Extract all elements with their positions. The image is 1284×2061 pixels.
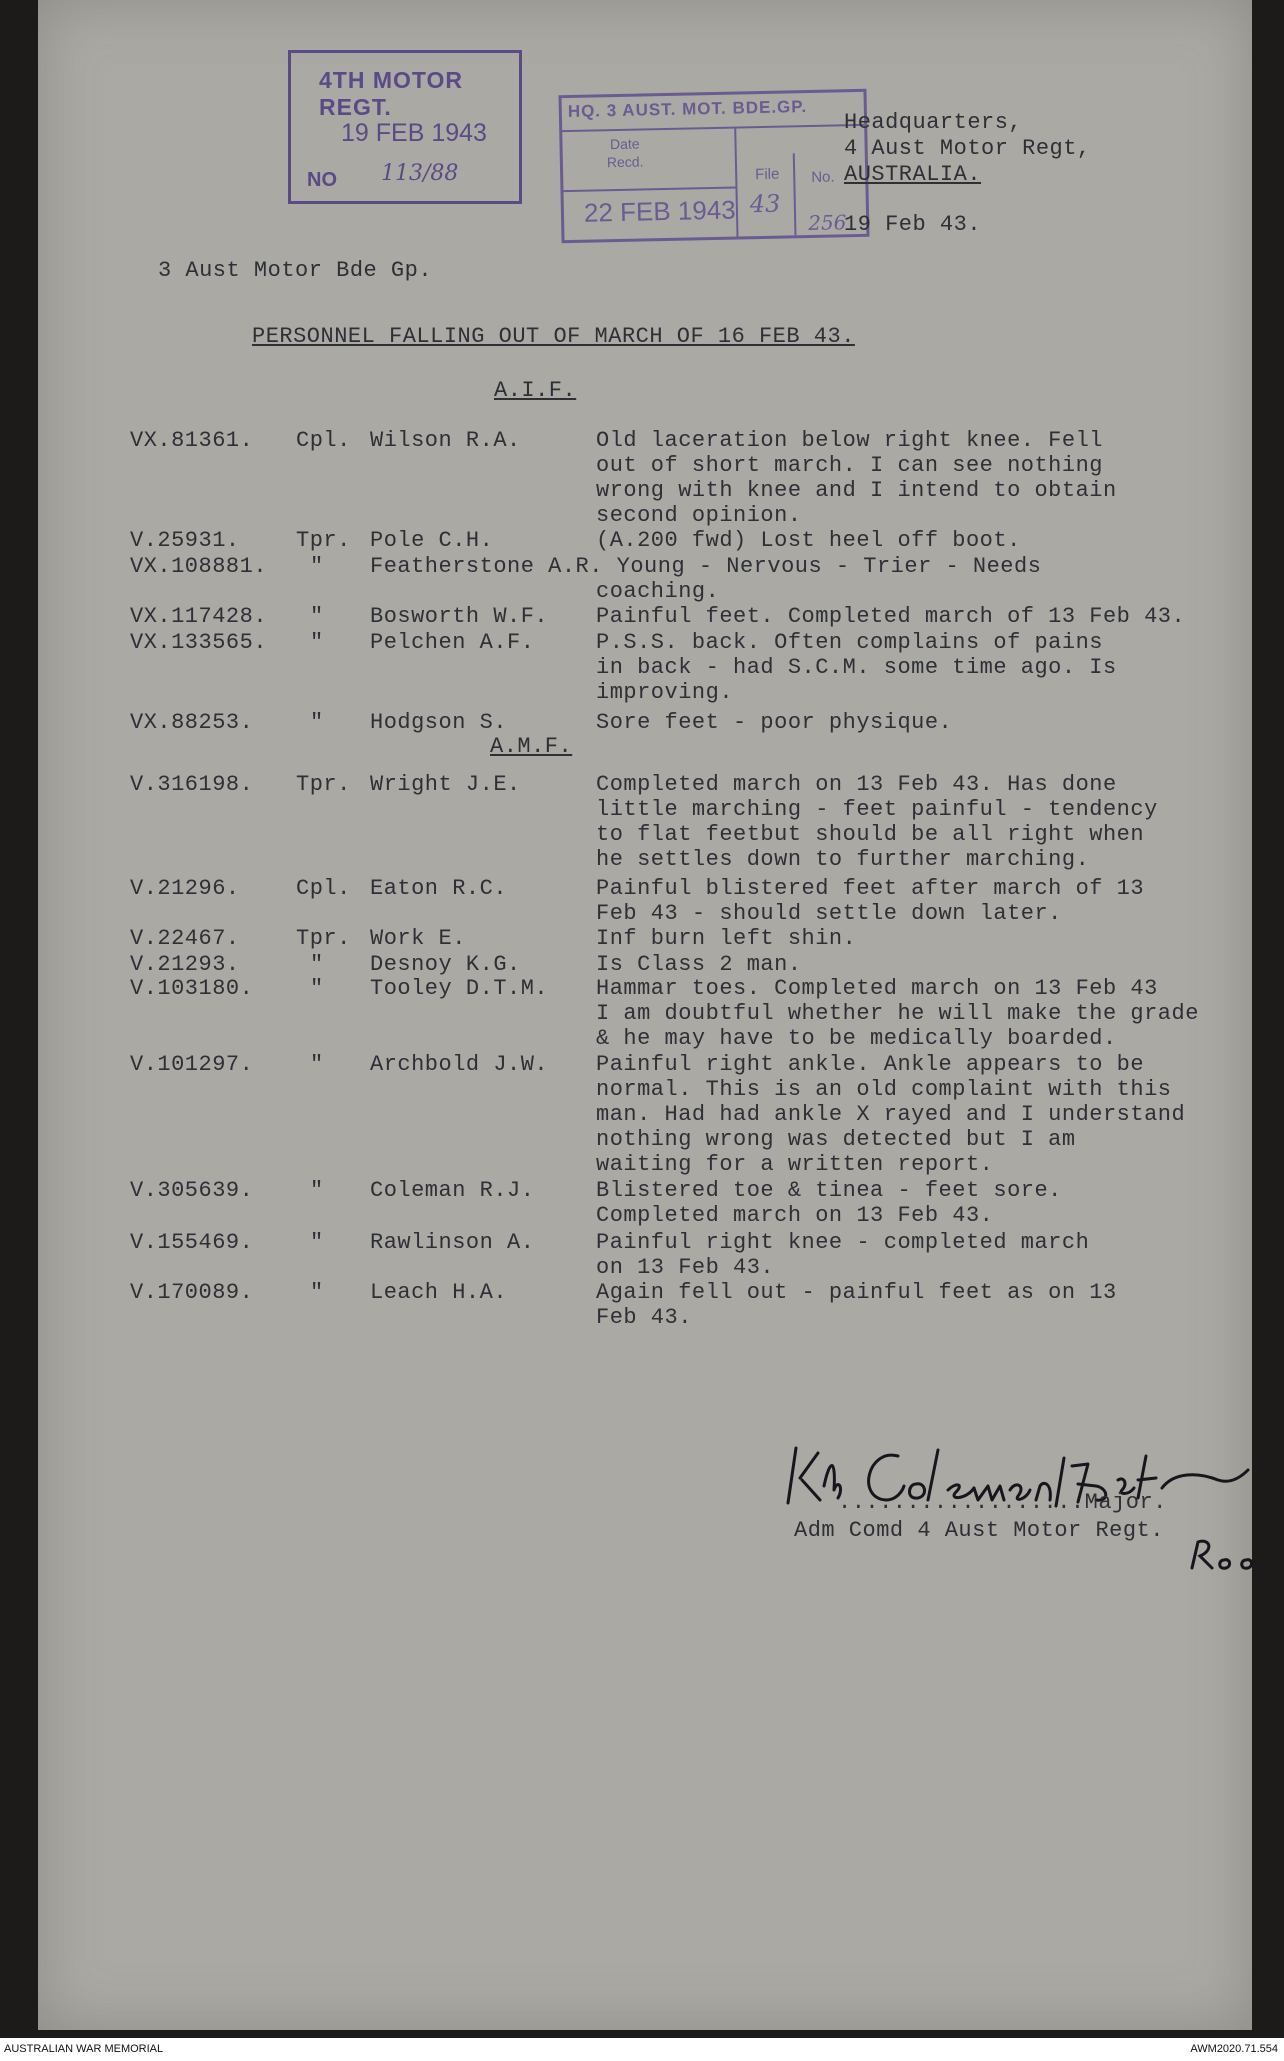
soldier-name: Eaton R.C.: [370, 876, 508, 901]
rank: Tpr.: [296, 528, 351, 553]
remark-line: Painful blistered feet after march of 13: [596, 876, 1145, 901]
hq-stamp-no-handwritten: 256: [807, 210, 847, 236]
remark-line: Painful right ankle. Ankle appears to be: [596, 1052, 1145, 1077]
section-heading-aif: A.I.F.: [494, 378, 577, 403]
soldier-name: Rawlinson A.: [370, 1230, 535, 1255]
service-number: V.316198.: [130, 772, 254, 797]
rank: ": [310, 604, 324, 629]
addressee: 3 Aust Motor Bde Gp.: [158, 258, 433, 283]
remark-line: he settles down to further marching.: [596, 847, 1090, 872]
service-number: V.21296.: [130, 876, 240, 901]
remark-line: out of short march. I can see nothing: [596, 453, 1103, 478]
service-number: VX.133565.: [130, 630, 268, 655]
document-page: [38, 0, 1252, 2030]
hq-stamp-date: 22 FEB 1943: [583, 194, 737, 228]
date-label: Date: [609, 135, 640, 153]
soldier-name: Work E.: [370, 926, 466, 951]
service-number: V.155469.: [130, 1230, 254, 1255]
remark-line: Hammar toes. Completed march on 13 Feb 43: [596, 976, 1158, 1001]
service-number: V.305639.: [130, 1178, 254, 1203]
rank: Tpr.: [296, 772, 351, 797]
soldier-name: Featherstone A.R. Young - Nervous - Trier - Needs: [370, 554, 1042, 579]
remark-line: little marching - feet painful - tendency: [596, 797, 1158, 822]
hq-received-stamp: [558, 89, 869, 243]
remark-line: man. Had had ankle X rayed and I understand: [596, 1102, 1186, 1127]
recd-label: Recd.: [606, 153, 644, 171]
remark-line: & he may have to be medically boarded.: [596, 1026, 1117, 1051]
service-number: V.170089.: [130, 1280, 254, 1305]
rank: ": [310, 710, 324, 735]
archive-footer: [0, 2038, 1284, 2061]
signature-appointment: Adm Comd 4 Aust Motor Regt.: [794, 1518, 1164, 1543]
remark-line: improving.: [596, 680, 734, 705]
rank: ": [310, 1052, 324, 1077]
service-number: V.101297.: [130, 1052, 254, 1077]
stamp-date: 19 FEB 1943: [341, 119, 487, 147]
rank: ": [310, 1230, 324, 1255]
service-number: VX.81361.: [130, 428, 254, 453]
stamp-divider: [563, 187, 735, 193]
rank: ": [310, 630, 324, 655]
soldier-name: Wilson R.A.: [370, 428, 521, 453]
soldier-name: Bosworth W.F.: [370, 604, 549, 629]
rank: Tpr.: [296, 926, 351, 951]
soldier-name: Coleman R.J.: [370, 1178, 535, 1203]
rank: ": [310, 976, 324, 1001]
remark-line: in back - had S.C.M. some time ago. Is: [596, 655, 1117, 680]
soldier-name: Tooley D.T.M.: [370, 976, 549, 1001]
stamp-no-handwritten: 113/88: [381, 161, 459, 186]
stamp-no-label: NO: [307, 169, 337, 191]
service-number: VX.88253.: [130, 710, 254, 735]
service-number: V.103180.: [130, 976, 254, 1001]
remark-line: on 13 Feb 43.: [596, 1255, 775, 1280]
service-number: V.21293.: [130, 952, 240, 977]
rank: Cpl.: [296, 876, 351, 901]
remark-line: waiting for a written report.: [596, 1152, 994, 1177]
remark-line: Old laceration below right knee. Fell: [596, 428, 1103, 453]
soldier-name: Hodgson S.: [370, 710, 508, 735]
remark-line: Painful feet. Completed march of 13 Feb 43.: [596, 604, 1186, 629]
rank: ": [310, 554, 324, 579]
letterhead-line-3: AUSTRALIA.: [844, 162, 982, 187]
remark-line: Painful right knee - completed march: [596, 1230, 1090, 1255]
remark-line: Again fell out - painful feet as on 13: [596, 1280, 1117, 1305]
hq-stamp-header: HQ. 3 AUST. MOT. BDE.GP.: [567, 97, 808, 122]
document-title: PERSONNEL FALLING OUT OF MARCH OF 16 FEB 43.: [252, 324, 855, 349]
rank: ": [310, 952, 324, 977]
remark-line: I am doubtful whether he will make the grade: [596, 1001, 1199, 1026]
regiment-received-stamp: [288, 50, 522, 204]
section-heading-amf: A.M.F.: [490, 734, 573, 759]
rank: ": [310, 1178, 324, 1203]
hq-stamp-no-label: No.: [811, 168, 835, 186]
remark-line: Completed march on 13 Feb 43. Has done: [596, 772, 1117, 797]
remark-line: normal. This is an old complaint with this: [596, 1077, 1172, 1102]
letterhead-line-2: 4 Aust Motor Regt,: [844, 136, 1091, 161]
letterhead-line-1: Headquarters,: [844, 110, 1023, 135]
hq-stamp-date-label: [606, 134, 643, 171]
remark-line: Feb 43.: [596, 1305, 692, 1330]
hq-stamp-file-label: File: [755, 165, 780, 184]
stamp-unit: 4TH MOTOR REGT.: [319, 67, 464, 120]
service-number: V.22467.: [130, 926, 240, 951]
signature-rank-line: ..................Major.: [838, 1490, 1167, 1515]
remark-line: wrong with knee and I intend to obtain: [596, 478, 1117, 503]
remark-line: coaching.: [596, 579, 720, 604]
service-number: VX.108881.: [130, 554, 268, 579]
soldier-name: Archbold J.W.: [370, 1052, 549, 1077]
remark-line: Completed march on 13 Feb 43.: [596, 1203, 994, 1228]
remark-line: to flat feetbut should be all right when: [596, 822, 1145, 847]
remark-line: (A.200 fwd) Lost heel off boot.: [596, 528, 1021, 553]
footer-institution: AUSTRALIAN WAR MEMORIAL: [4, 2043, 164, 2055]
remark-line: Feb 43 - should settle down later.: [596, 901, 1062, 926]
soldier-name: Desnoy K.G.: [370, 952, 521, 977]
letter-date: 19 Feb 43.: [844, 212, 982, 237]
footer-reference: AWM2020.71.554: [1190, 2043, 1278, 2055]
soldier-name: Pelchen A.F.: [370, 630, 535, 655]
stamp-divider: [562, 124, 864, 132]
remark-line: Is Class 2 man.: [596, 952, 802, 977]
remark-line: Sore feet - poor physique.: [596, 710, 953, 735]
soldier-name: Wright J.E.: [370, 772, 521, 797]
remark-line: nothing wrong was detected but I am: [596, 1127, 1076, 1152]
remark-line: P.S.S. back. Often complains of pains: [596, 630, 1103, 655]
service-number: V.25931.: [130, 528, 240, 553]
rank: Cpl.: [296, 428, 351, 453]
soldier-name: Pole C.H.: [370, 528, 494, 553]
stamp-divider: [793, 153, 797, 235]
hq-stamp-file-handwritten: 43: [749, 189, 781, 219]
remark-line: Blistered toe & tinea - feet sore.: [596, 1178, 1062, 1203]
service-number: VX.117428.: [130, 604, 268, 629]
soldier-name: Leach H.A.: [370, 1280, 508, 1305]
remark-line: second opinion.: [596, 503, 802, 528]
initials-handwritten: [1186, 1530, 1266, 1580]
rank: ": [310, 1280, 324, 1305]
remark-line: Inf burn left shin.: [596, 926, 857, 951]
